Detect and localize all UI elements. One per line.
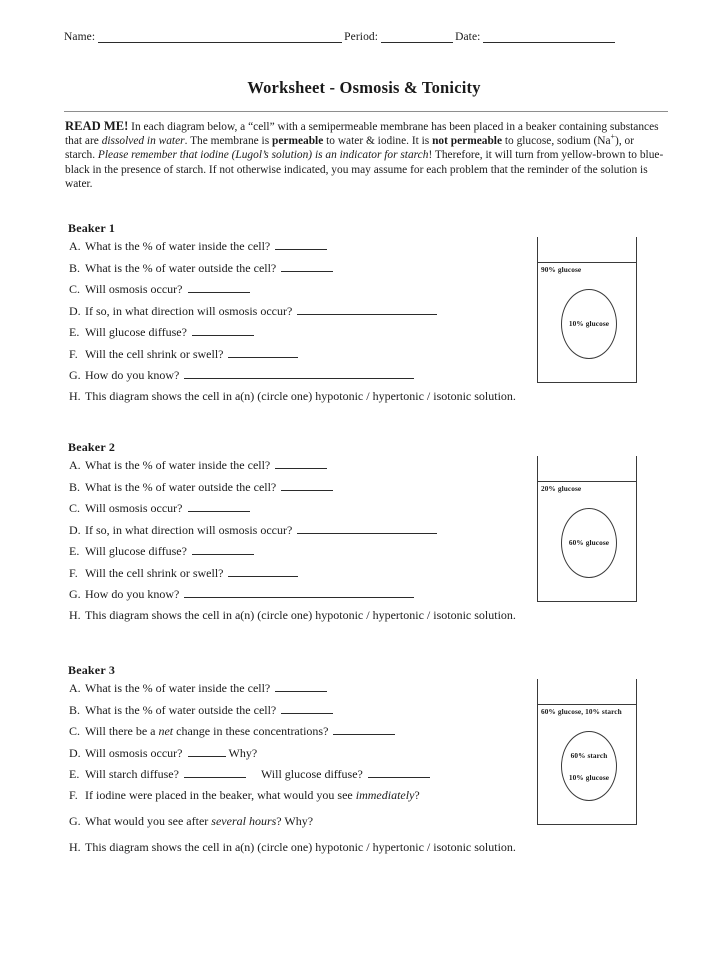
question-row [65,346,535,368]
question-row [65,367,535,389]
question-letter: D. [69,303,81,318]
question-letter: A. [69,239,81,253]
question-row [65,702,535,724]
question-text: What would you see after several hours? Why? [85,813,314,828]
question-row [65,522,535,544]
question-letter: A. [69,681,81,695]
read-me-part1: In each diagram below, a “cell” with a semipermeable membrane has been placed in a beaker containing substances that are [65,121,659,148]
question-row [65,479,535,501]
question-text: How do you know? [85,587,180,601]
read-me-em1: dissolved in water [101,135,185,148]
question-row [65,586,535,608]
question-letter: F. [69,787,78,802]
beaker-solution-label: 60% glucose, 10% starch [541,707,622,716]
cell-solution-label: 60% starch [570,751,608,760]
question-text: What is the % of water outside the cell? [85,260,277,275]
question-row [65,389,535,415]
question-row [65,281,535,303]
question-letter: B. [69,702,81,717]
name-input-line[interactable] [98,31,342,43]
question-letter: E. [69,544,80,558]
question-letter: C. [69,724,81,738]
question-letter: A. [69,458,81,472]
beaker-heading: Beaker 1 [68,221,116,235]
answer-blank[interactable] [184,367,414,379]
question-text: Will the cell shrink or swell? [85,565,224,580]
question-row [65,303,535,325]
fluid-level-line [537,262,637,263]
period-input-line[interactable] [381,31,453,43]
question-text: This diagram shows the cell in a(n) (circle one) hypotonic / hypertonic / isotonic solution. [85,607,516,622]
answer-blank[interactable] [192,324,254,336]
question-row [65,723,535,745]
beaker-solution-label: 90% glucose [541,265,582,274]
question-row [65,766,535,788]
cell-oval [561,289,617,359]
read-me-lead: READ ME! [65,119,129,133]
question-row [65,457,535,479]
read-me-part3: to water & iodine. It is [323,135,433,148]
question-letter: E. [69,767,80,781]
question-text: What is the % of water inside the cell? [85,458,271,472]
answer-blank[interactable] [228,565,298,577]
cell-oval [561,731,617,801]
read-me-paragraph [65,119,666,191]
beaker-section-3 [65,663,535,866]
answer-blank[interactable] [275,680,327,692]
date-input-line[interactable] [483,31,615,43]
question-row [65,500,535,522]
question-letter: H. [69,607,81,622]
answer-blank[interactable] [188,281,250,293]
question-text: What is the % of water outside the cell? [85,479,277,494]
question-text: Will there be a net change in these concentrations? [85,724,329,738]
beaker-section-2 [65,440,535,634]
beaker-diagram-1 [537,237,637,383]
answer-blank[interactable] [184,766,246,778]
question-text: Will glucose diffuse? [85,325,187,339]
answer-blank[interactable] [188,500,250,512]
page-title: Worksheet - Osmosis & Tonicity [247,78,481,97]
question-row [65,680,535,702]
question-letter: B. [69,479,81,494]
answer-blank[interactable] [184,586,414,598]
question-row [65,814,535,840]
question-text: What is the % of water inside the cell? [85,239,271,253]
question-letter: B. [69,260,81,275]
question-letter: E. [69,325,80,339]
title-divider [64,111,668,112]
read-me-part2: . The membrane is [184,135,273,148]
answer-blank[interactable] [281,260,333,272]
cell-solution-label: 10% glucose [568,773,610,782]
beaker-diagram-2 [537,456,637,602]
beaker-solution-label: 20% glucose [541,484,582,493]
beaker-section-1 [65,221,535,415]
question-text: If iodine were placed in the beaker, what would you see immediately? [85,787,420,802]
question-row [65,324,535,346]
answer-blank[interactable] [333,723,395,735]
question-suffix: Will glucose diffuse? [260,767,363,781]
read-me-strong1: permeable [272,135,324,148]
read-me-part6: ! Therefore, it will turn from yellow-brown to blue-black in the presence of starch. If not otherwise indicated, you may assume for each problem that the reminder of the solution is water. [65,149,664,190]
student-info-row [64,31,668,43]
question-text: Will osmosis occur? [85,282,183,296]
question-letter: H. [69,388,81,403]
answer-blank[interactable] [297,522,437,534]
name-label: Name: [64,31,96,43]
question-text: Will osmosis occur? [85,501,183,515]
question-suffix: Why? [228,745,258,760]
question-text: What is the % of water outside the cell? [85,702,277,717]
cell-oval [561,508,617,578]
question-row [65,238,535,260]
question-letter: H. [69,839,81,854]
question-letter: G. [69,813,81,828]
question-row [65,788,535,814]
fluid-level-line [537,704,637,705]
question-row [65,745,535,767]
question-row [65,608,535,634]
question-text: This diagram shows the cell in a(n) (circle one) hypotonic / hypertonic / isotonic solution. [85,388,516,403]
beaker-diagram-3 [537,679,637,825]
question-letter: G. [69,368,81,382]
question-text: How do you know? [85,368,180,382]
question-text: Will glucose diffuse? [85,544,187,558]
read-me-part5: ), or starch. [65,135,635,162]
answer-blank[interactable] [281,702,333,714]
read-me-em2: Please remember that iodine (Lugol’s solution) is an indicator for starch [97,149,429,162]
date-label: Date: [455,31,481,43]
question-row [65,565,535,587]
period-label: Period: [344,31,379,43]
read-me-strong2: not permeable [432,135,503,148]
question-letter: G. [69,587,81,601]
question-letter: F. [69,346,78,361]
answer-blank[interactable] [281,479,333,491]
answer-blank[interactable] [368,766,430,778]
sodium-charge-superscript: + [610,132,616,142]
question-text: What is the % of water inside the cell? [85,681,271,695]
beaker-heading: Beaker 2 [68,440,116,454]
cell-solution-label: 60% glucose [568,538,610,547]
question-row [65,543,535,565]
answer-blank[interactable] [188,745,226,757]
beaker-heading: Beaker 3 [68,663,116,677]
question-text: This diagram shows the cell in a(n) (circle one) hypotonic / hypertonic / isotonic solution. [85,839,516,854]
question-row [65,840,535,866]
answer-blank[interactable] [192,543,254,555]
question-row [65,260,535,282]
cell-solution-label: 10% glucose [568,319,610,328]
question-text: Will osmosis occur? [85,745,183,760]
question-letter: C. [69,501,81,515]
answer-blank[interactable] [275,457,327,469]
question-text: Will the cell shrink or swell? [85,346,224,361]
question-text: Will starch diffuse? [85,767,179,781]
fluid-level-line [537,481,637,482]
question-letter: D. [69,745,81,760]
read-me-part4: to glucose, sodium (Na [502,135,611,148]
question-text: If so, in what direction will osmosis occur? [85,303,293,318]
answer-blank[interactable] [275,238,327,250]
answer-blank[interactable] [297,303,437,315]
question-text: If so, in what direction will osmosis occur? [85,522,293,537]
answer-blank[interactable] [228,346,298,358]
question-letter: D. [69,522,81,537]
question-letter: C. [69,282,81,296]
question-letter: F. [69,565,78,580]
